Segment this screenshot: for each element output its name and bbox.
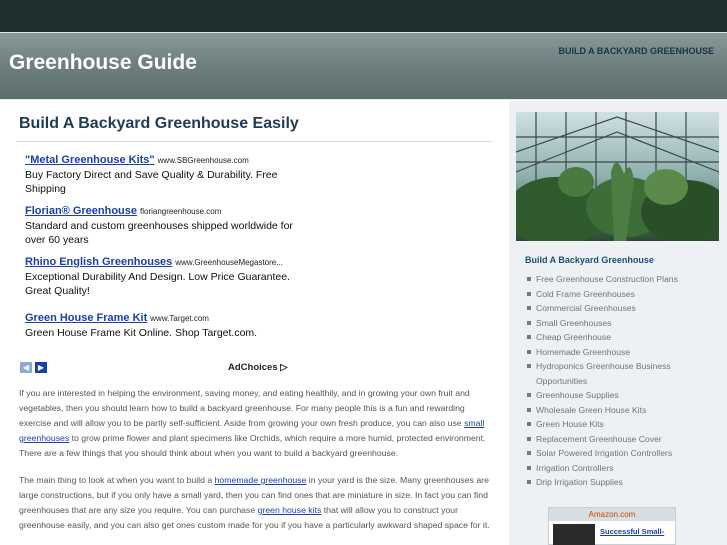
amazon-widget — [548, 507, 676, 545]
ad-title-link[interactable]: Green House Frame Kit — [25, 312, 148, 324]
link-homemade-greenhouse[interactable]: homemade greenhouse — [214, 475, 307, 485]
adchoices-icon: ▷ — [280, 362, 288, 373]
ad-url[interactable]: floriangreenhouse.com — [140, 207, 222, 216]
ad-title-link[interactable]: Florian® Greenhouse — [25, 205, 138, 217]
amazon-label: Amazon.com — [549, 508, 675, 521]
sidebar-link[interactable]: Replacement Greenhouse Cover — [527, 432, 717, 447]
sidebar-link[interactable]: Commercial Greenhouses — [527, 301, 717, 316]
ad-item — [25, 256, 300, 298]
sidebar-link[interactable]: Irrigation Controllers — [527, 461, 717, 476]
sidebar-link[interactable]: Cold Frame Greenhouses — [527, 287, 717, 302]
ad-item — [25, 205, 300, 247]
ad-title-link[interactable]: "Metal Greenhouse Kits" — [25, 154, 155, 166]
ad-block — [25, 154, 300, 349]
sidebar-link-list — [527, 272, 717, 490]
nav-link-build-backyard-greenhouse[interactable]: BUILD A BACKYARD GREENHOUSE — [558, 46, 714, 56]
top-bar — [0, 0, 727, 32]
book-cover-image[interactable] — [553, 524, 595, 545]
ad-url[interactable]: www.Target.com — [150, 314, 209, 323]
page-title: Build A Backyard Greenhouse Easily — [19, 115, 299, 132]
sidebar-link[interactable]: Wholesale Green House Kits — [527, 403, 717, 418]
ad-pager — [20, 362, 47, 373]
amazon-book-link[interactable]: Successful Small- — [600, 527, 665, 536]
link-green-house-kits[interactable]: green house kits — [257, 505, 322, 515]
sidebar-link[interactable]: Greenhouse Supplies — [527, 388, 717, 403]
main-content — [0, 101, 509, 545]
ad-text: Green House Frame Kit Online. Shop Target.com. — [25, 327, 258, 339]
sidebar-link[interactable]: Homemade Greenhouse — [527, 345, 717, 360]
link-small-greenhouses[interactable]: small greenhouses — [19, 418, 485, 443]
ad-url[interactable]: www.GreenhouseMegastore... — [175, 258, 283, 267]
title-divider — [16, 141, 492, 142]
adchoices-link[interactable]: AdChoices ▷ — [228, 362, 288, 373]
article-paragraph-2: The main thing to look at when you want to build a homemade greenhouse in your yard is the size. Many greenhouses are large constructions, but if you only have a small yard, then you can find ones that are miniature in size. In fact you can find greenhouses that are any size you require. You can purchase green house kits that will allow you to construct your greenhouse easily, and you can also get ones custom made for you if you have a particularly awkward shaped space for it. — [19, 475, 490, 530]
sidebar-link[interactable]: Cheap Greenhouse — [527, 330, 717, 345]
ad-item — [25, 154, 300, 196]
sidebar — [509, 101, 727, 545]
sidebar-link[interactable]: Small Greenhouses — [527, 316, 717, 331]
ad-url[interactable]: www.SBGreenhouse.com — [157, 156, 249, 165]
site-title[interactable]: Greenhouse Guide — [9, 51, 197, 74]
ad-item — [25, 312, 300, 340]
ad-text: Exceptional Durability And Design. Low Price Guarantee. Great Quality! — [25, 271, 290, 297]
ad-text: Standard and custom greenhouses shipped worldwide for over 60 years — [25, 220, 293, 246]
greenhouse-photo — [516, 112, 719, 241]
site-header — [0, 32, 727, 100]
sidebar-title[interactable]: Build A Backyard Greenhouse — [525, 255, 654, 265]
sidebar-link[interactable]: Drip Irrigation Supplies — [527, 475, 717, 490]
ad-text: Buy Factory Direct and Save Quality & Durability. Free Shipping — [25, 169, 278, 195]
sidebar-link[interactable]: Solar Powered Irrigation Controllers — [527, 446, 717, 461]
sidebar-link[interactable]: Green House Kits — [527, 417, 717, 432]
chevron-right-icon[interactable]: ▶ — [35, 362, 47, 373]
chevron-left-icon[interactable]: ◀ — [20, 362, 32, 373]
sidebar-link[interactable]: Hydroponics Greenhouse Business Opportunities — [527, 359, 717, 388]
article-paragraph-1: If you are interested in helping the environment, saving money, and eating healthily, and in growing your own fruit and vegetables, then you should learn how to build a backyard greenhouse. For many people this is a fun and rewarding exercise and will allow you to be partly self-sufficient. Aside from growing your own fresh produce, you can also use small greenhouses to grow prime flower and plant specimens like Orchids, which require a more humid, protected environment. There are a few things that you should think about when you want to build a backyard greenhouse. — [19, 388, 486, 458]
sidebar-link[interactable]: Free Greenhouse Construction Plans — [527, 272, 717, 287]
ad-title-link[interactable]: Rhino English Greenhouses — [25, 256, 173, 268]
